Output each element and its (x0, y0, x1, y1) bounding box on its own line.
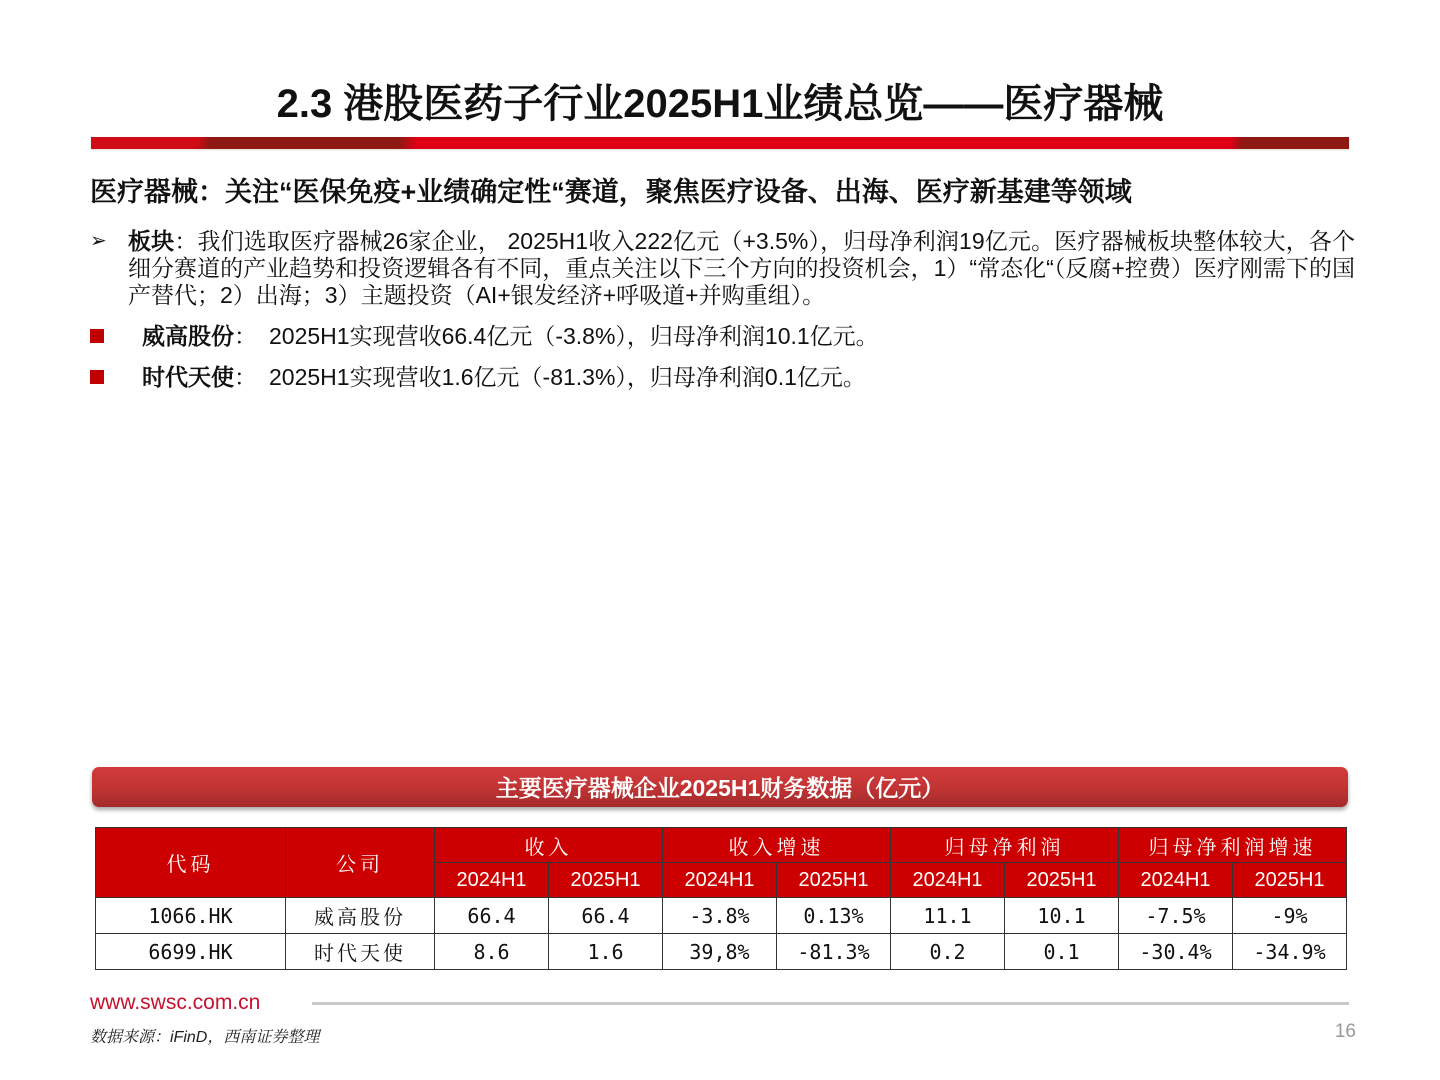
header-period: 2025H1 (1005, 863, 1119, 898)
header-group-net-profit: 归母净利润 (891, 828, 1119, 863)
cell-company: 威高股份 (286, 898, 435, 934)
header-group-revenue-growth: 收入增速 (663, 828, 891, 863)
company-item-angelalign (90, 362, 866, 392)
cell-value: -34.9% (1233, 934, 1347, 970)
cell-value: 66.4 (549, 898, 663, 934)
cell-value: 1.6 (549, 934, 663, 970)
sector-summary-body: ：我们选取医疗器械26家企业， 2025H1收入222亿元（+3.5%），归母净利润19亿元。医疗器械板块整体较大，各个细分赛道的产业趋势和投资逻辑各有不同，重点关注以下三个方向的投资机会，1）“常态化“（反腐+控费）医疗刚需下的国产替代；2）出海；3）主题投资（AI+银发经济+呼吸道+并购重组）。 (128, 228, 1356, 308)
table-caption-banner: 主要医疗器械企业2025H1财务数据（亿元） (92, 767, 1348, 807)
cell-value: 11.1 (891, 898, 1005, 934)
company-item-weigao (90, 321, 879, 351)
cell-value: -7.5% (1119, 898, 1233, 934)
cell-code: 6699.HK (96, 934, 286, 970)
sector-summary-text (128, 228, 1355, 309)
cell-value: -81.3% (777, 934, 891, 970)
cell-value: 0.2 (891, 934, 1005, 970)
cell-value: -3.8% (663, 898, 777, 934)
arrow-bullet-icon: ➢ (90, 230, 107, 252)
company-summary: 2025H1实现营收1.6亿元（-81.3%），归母净利润0.1亿元。 (269, 364, 866, 390)
cell-value: 10.1 (1005, 898, 1119, 934)
section-subtitle: 医疗器械：关注“医保免疫+业绩确定性“赛道，聚焦医疗设备、出海、医疗新基建等领域 (90, 177, 1132, 207)
data-source-note: 数据来源：iFinD，西南证券整理 (90, 1029, 320, 1046)
header-company: 公司 (286, 828, 435, 898)
header-period: 2024H1 (891, 863, 1005, 898)
sector-summary-paragraph (90, 228, 1355, 309)
footer-divider (312, 1002, 1349, 1005)
square-bullet-icon (90, 329, 104, 343)
header-period: 2025H1 (777, 863, 891, 898)
company-name: 时代天使 (142, 364, 234, 390)
cell-value: 0.1 (1005, 934, 1119, 970)
cell-code: 1066.HK (96, 898, 286, 934)
financial-data-table (95, 827, 1347, 970)
square-bullet-icon (90, 370, 104, 384)
cell-value: 66.4 (435, 898, 549, 934)
table-row (96, 898, 1347, 934)
header-period: 2025H1 (549, 863, 663, 898)
company-name: 威高股份 (142, 323, 234, 349)
cell-value: 8.6 (435, 934, 549, 970)
cell-value: -9% (1233, 898, 1347, 934)
cell-value: 39,8% (663, 934, 777, 970)
page-number: 16 (1334, 1021, 1356, 1042)
header-group-revenue: 收入 (435, 828, 663, 863)
header-code: 代码 (96, 828, 286, 898)
sector-summary-lead: 板块 (128, 228, 175, 254)
table-row (96, 934, 1347, 970)
header-period: 2024H1 (1119, 863, 1233, 898)
cell-company: 时代天使 (286, 934, 435, 970)
header-period: 2024H1 (435, 863, 549, 898)
title-divider-bar (91, 137, 1349, 149)
cell-value: 0.13% (777, 898, 891, 934)
header-period: 2024H1 (663, 863, 777, 898)
colon: ： (234, 364, 257, 390)
colon: ： (234, 323, 257, 349)
header-period: 2025H1 (1233, 863, 1347, 898)
company-summary: 2025H1实现营收66.4亿元（-3.8%），归母净利润10.1亿元。 (269, 323, 879, 349)
footer-website-link[interactable]: www.swsc.com.cn (90, 991, 261, 1014)
cell-value: -30.4% (1119, 934, 1233, 970)
page-title: 2.3 港股医药子行业2025H1业绩总览——医疗器械 (276, 82, 1164, 126)
header-group-net-profit-growth: 归母净利润增速 (1119, 828, 1347, 863)
